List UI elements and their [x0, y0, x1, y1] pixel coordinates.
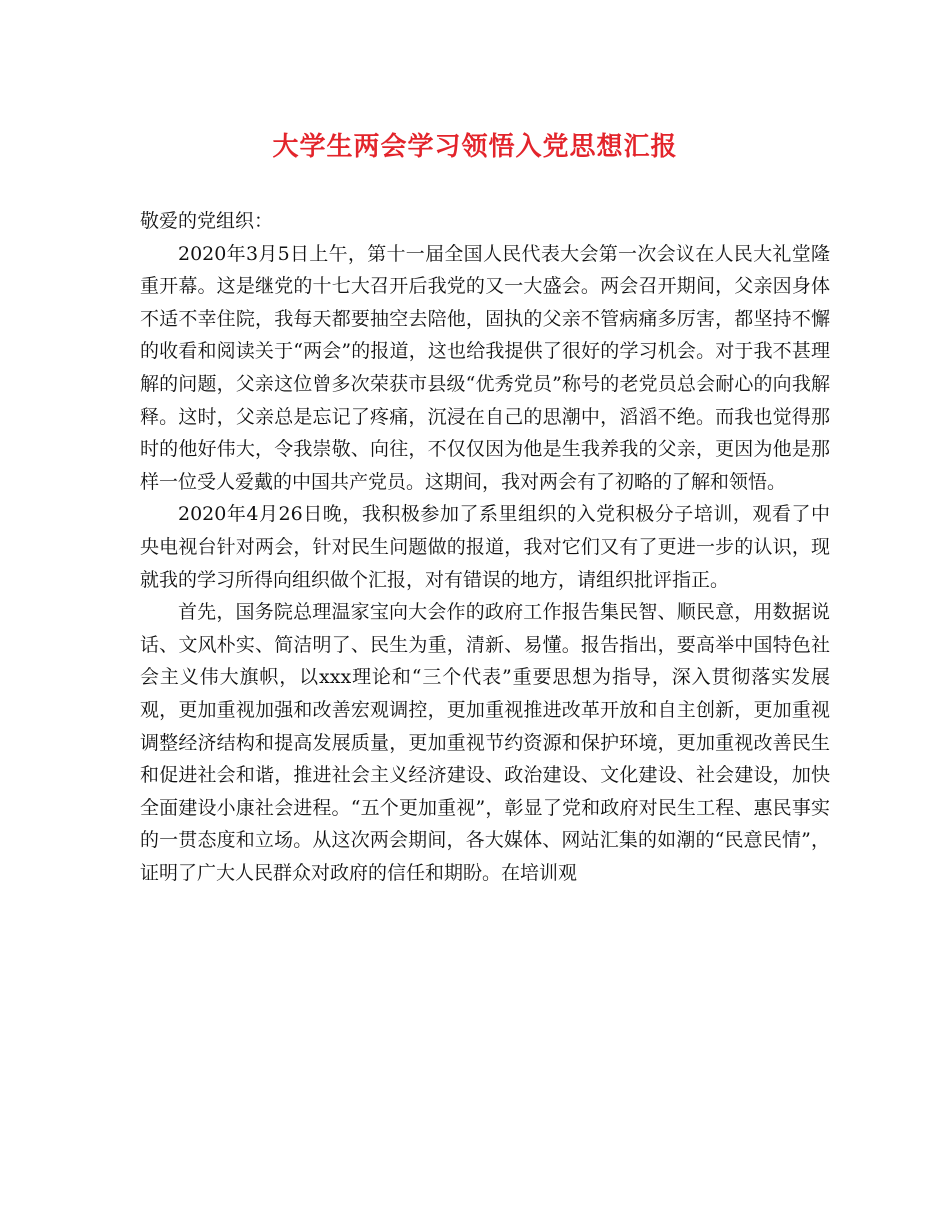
document-body: [140, 205, 830, 889]
salutation: 敬爱的党组织：: [140, 210, 274, 232]
paragraph-1: 2020年3月5日上午，第十一届全国人民代表大会第一次会议在人民大礼堂隆重开幕。这是继党的十七大召开后我党的又一大盛会。两会召开期间，父亲因身体不适不幸住院，我每天都要抽空去陪他，固执的父亲不管病痛多厉害，都坚持不懈的收看和阅读关于“两会”的报道，这也给我提供了很好的学习机会。对于我不甚理解的问题，父亲这位曾多次荣获市县级“优秀党员”称号的老党员总会耐心的向我解释。这时，父亲总是忘记了疼痛，沉浸在自己的思潮中，滔滔不绝。而我也觉得那时的他好伟大，令我崇敬、向往，不仅仅因为他是生我养我的父亲，更因为他是那样一位受人爱戴的中国共产党员。这期间，我对两会有了初略的了解和领悟。: [140, 242, 830, 493]
paragraph-2: 2020年4月26日晚，我积极参加了系里组织的入党积极分子培训，观看了中央电视台针对两会，针对民生问题做的报道，我对它们又有了更进一步的认识，现就我的学习所得向组织做个汇报，对有错误的地方，请组织批评指正。: [140, 503, 830, 591]
paragraph-3: 首先，国务院总理温家宝向大会作的政府工作报告集民智、顺民意，用数据说话、文风朴实、简洁明了、民生为重，清新、易懂。报告指出，要高举中国特色社会主义伟大旗帜，以xxx理论和“三个代表”重要思想为指导，深入贯彻落实发展观，更加重视加强和改善宏观调控，更加重视推进改革开放和自主创新，更加重视调整经济结构和提高发展质量，更加重视节约资源和保护环境，更加重视改善民生和促进社会和谐，推进社会主义经济建设、政治建设、文化建设、社会建设，加快全面建设小康社会进程。“五个更加重视”，彰显了党和政府对民生工程、惠民事实的一贯态度和立场。从这次两会期间，各大媒体、网站汇集的如潮的“民意民情”，证明了广大人民群众对政府的信任和期盼。在培训观: [140, 601, 830, 884]
document-title: 大学生两会学习领悟入党思想汇报: [272, 132, 678, 162]
